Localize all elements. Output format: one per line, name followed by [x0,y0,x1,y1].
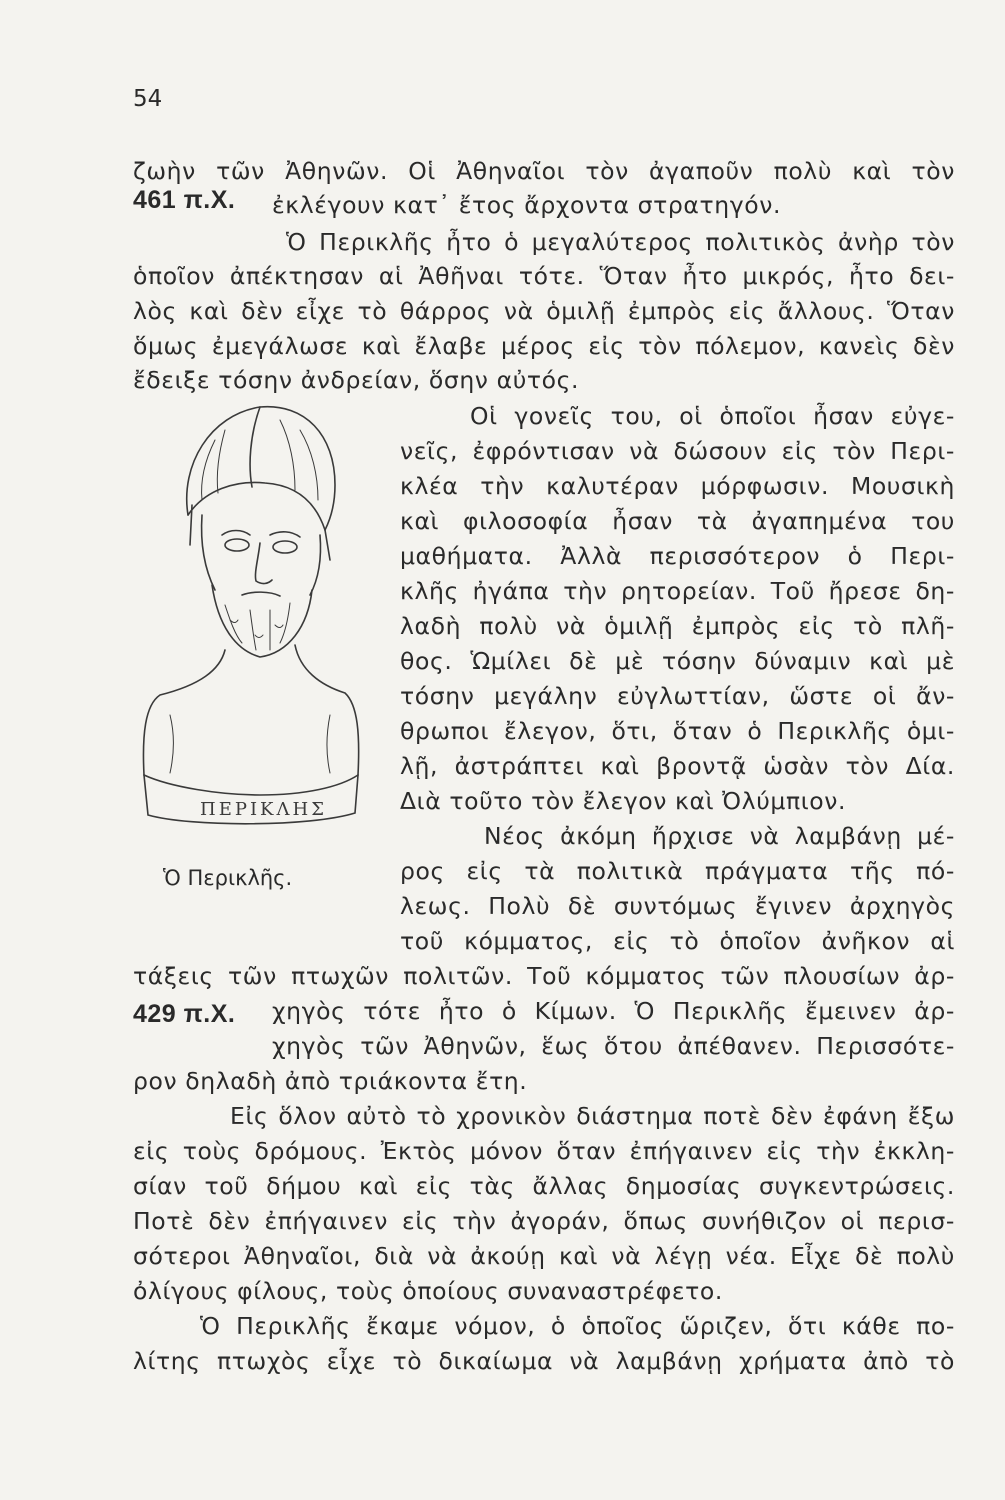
text-line: ἐκλέγουν κατ᾽ ἔτος ἄρχοντα στρατηγόν. [272,191,782,219]
text-line: Οἱ γονεῖς του, οἱ ὁποῖοι ἦσαν εὐγε- [470,402,955,430]
text-line: σίαν τοῦ δήμου καὶ εἰς τὰς ἄλλας δημοσίας συγκεντρώσεις. [133,1172,955,1200]
margin-year-461: 461 π.Χ. [133,186,236,214]
figure-caption: Ὁ Περικλῆς. [163,866,293,890]
text-line: Ὁ Περικλῆς ἦτο ὁ μεγαλύτερος πολιτικὸς ἀνὴρ τὸν [286,228,955,256]
bust-inscription: ΠΕΡΙΚΛΗΣ [200,799,327,820]
margin-year-429: 429 π.Χ. [133,1000,236,1028]
text-line: ἔδειξε τόσην ἀνδρείαν, ὅσην αὐτός. [133,366,580,394]
text-line: ζωὴν τῶν Ἀθηνῶν. Οἱ Ἀθηναῖοι τὸν ἀγαποῦν πολὺ καὶ τὸν [133,157,955,185]
text-line: λαδὴ πολὺ νὰ ὁμιλῇ ἐμπρὸς εἰς τὸ πλῆ- [400,612,955,640]
text-line: τοῦ κόμματος, εἰς τὸ ὁποῖον ἀνῆκον αἱ [400,927,955,955]
text-line: ὀλίγους φίλους, τοὺς ὁποίους συναναστρέφετο. [133,1277,723,1305]
pericles-bust-illustration [130,395,365,835]
text-line: λίτης πτωχὸς εἶχε τὸ δικαίωμα νὰ λαμβάνῃ χρήματα ἀπὸ τὸ [133,1347,955,1375]
text-line: χηγὸς τῶν Ἀθηνῶν, ἕως ὅτου ἀπέθανεν. Περισσότε- [272,1032,955,1060]
text-line: τάξεις τῶν πτωχῶν πολιτῶν. Τοῦ κόμματος τῶν πλουσίων ἀρ- [133,962,955,990]
text-line: Ποτὲ δὲν ἐπήγαινεν εἰς τὴν ἀγοράν, ὅπως συνήθιζον οἱ περισ- [133,1207,955,1235]
text-line: ὅμως ἐμεγάλωσε καὶ ἔλαβε μέρος εἰς τὸν πόλεμον, κανεὶς δὲν [133,332,955,360]
text-line: σότεροι Ἀθηναῖοι, διὰ νὰ ἀκούῃ καὶ νὰ λέγῃ νέα. Εἶχε δὲ πολὺ [133,1242,955,1270]
text-line: χηγὸς τότε ἦτο ὁ Κίμων. Ὁ Περικλῆς ἔμεινεν ἀρ- [272,997,955,1025]
text-line: τόσην μεγάλην εὐγλωττίαν, ὥστε οἱ ἄν- [400,682,955,710]
text-line: Διὰ τοῦτο τὸν ἔλεγον καὶ Ὀλύμπιον. [400,787,847,815]
text-line: Εἰς ὅλον αὐτὸ τὸ χρονικὸν διάστημα ποτὲ δὲν ἐφάνη ἔξω [230,1102,955,1130]
text-line: νεῖς, ἐφρόντισαν νὰ δώσουν εἰς τὸν Περι- [400,437,955,465]
text-line: εἰς τοὺς δρόμους. Ἐκτὸς μόνον ὅταν ἐπήγαινεν εἰς τὴν ἐκκλη- [133,1137,955,1165]
text-line: λεως. Πολὺ δὲ συντόμως ἔγινεν ἀρχηγὸς [400,892,955,920]
text-line: κλῆς ἠγάπα τὴν ρητορείαν. Τοῦ ἤρεσε δη- [400,577,955,605]
text-line: θρωποι ἔλεγον, ὅτι, ὅταν ὁ Περικλῆς ὁμι- [400,717,955,745]
text-line: μαθήματα. Ἀλλὰ περισσότερον ὁ Περι- [400,542,955,570]
text-line: ὁποῖον ἀπέκτησαν αἱ Ἀθῆναι τότε. Ὅταν ἦτο μικρός, ἦτο δει- [133,262,955,290]
text-line: Νέος ἀκόμη ἤρχισε νὰ λαμβάνῃ μέ- [484,822,955,850]
text-line: καὶ φιλοσοφία ἦσαν τὰ ἀγαπημένα του [400,507,955,535]
text-line: ρος εἰς τὰ πολιτικὰ πράγματα τῆς πό- [400,857,955,885]
text-line: Ὁ Περικλῆς ἔκαμε νόμον, ὁ ὁποῖος ὥριζεν, ὅτι κάθε πο- [200,1312,955,1340]
text-line: θος. Ὡμίλει δὲ μὲ τόσην δύναμιν καὶ μὲ [400,647,955,675]
page-number: 54 [133,86,163,112]
text-line: λὸς καὶ δὲν εἶχε τὸ θάρρος νὰ ὁμιλῇ ἐμπρὸς εἰς ἄλλους. Ὅταν [133,297,955,325]
text-line: κλέα τὴν καλυτέραν μόρφωσιν. Μουσικὴ [400,472,955,500]
text-line: ρον δηλαδὴ ἀπὸ τριάκοντα ἔτη. [133,1067,528,1095]
text-line: λῇ, ἀστράπτει καὶ βροντᾷ ὡσὰν τὸν Δία. [400,752,955,780]
